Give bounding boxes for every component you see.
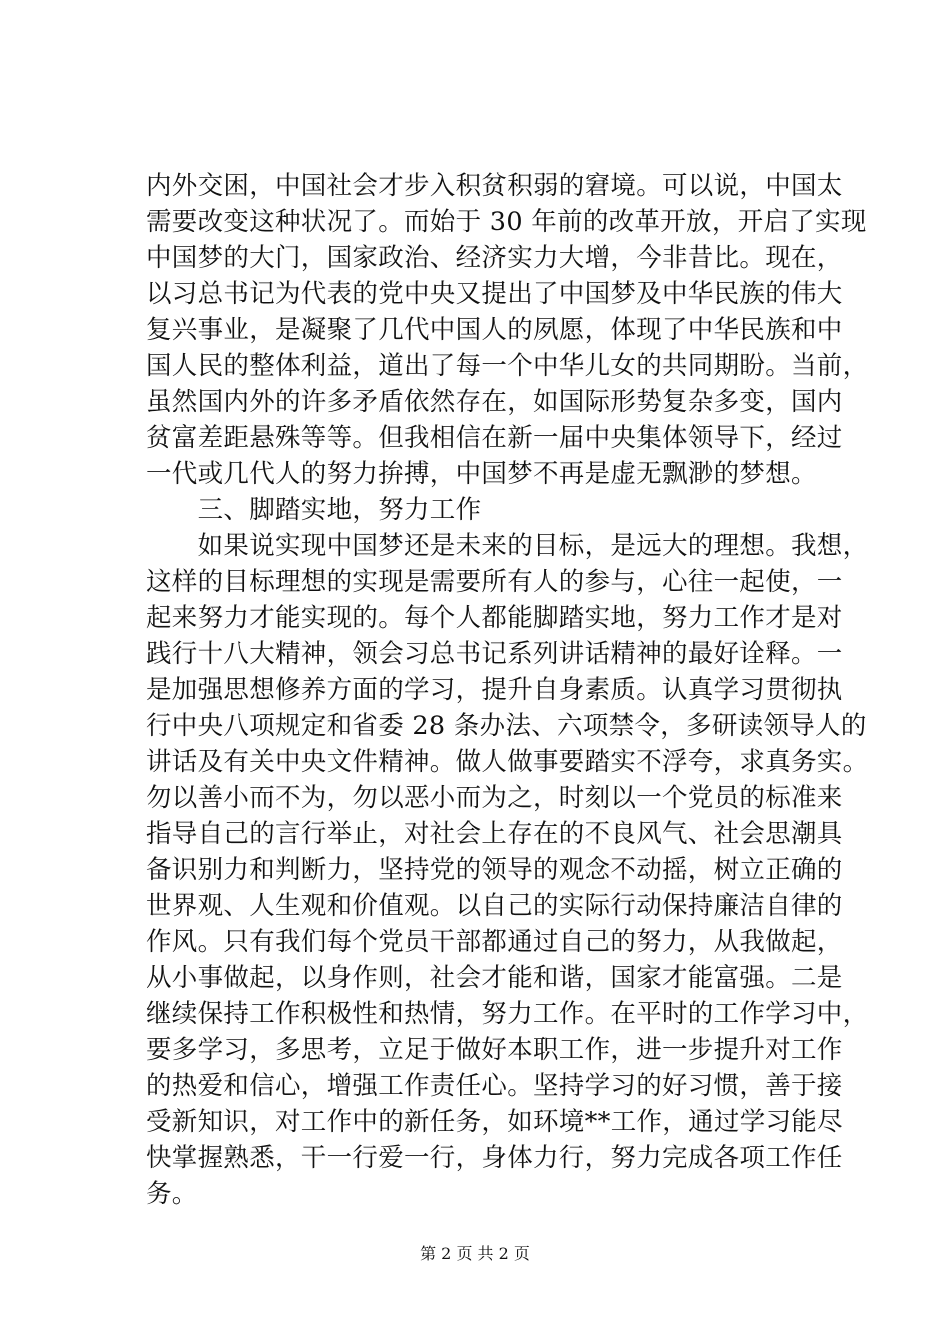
text-line: 需要改变这种状况了。而始于 30 年前的改革开放，开启了实现 [146, 207, 867, 237]
text-line: 务。 [146, 1179, 198, 1209]
text-line: 继续保持工作积极性和热情，努力工作。在平时的工作学习中， [146, 999, 869, 1029]
text-line: 是加强思想修养方面的学习，提升自身素质。认真学习贯彻执 [146, 675, 843, 705]
text-line: 一代或几代人的努力拚搏，中国梦不再是虚无飘渺的梦想。 [146, 459, 817, 489]
text-line: 要多学习，多思考，立足于做好本职工作，进一步提升对工作 [146, 1035, 843, 1065]
text-line: 这样的目标理想的实现是需要所有人的参与，心往一起使，一 [146, 567, 843, 597]
body-text [146, 168, 869, 1212]
text-line: 勿以善小而不为，勿以恶小而为之，时刻以一个党员的标准来 [146, 783, 843, 813]
text-line: 中国梦的大门，国家政治、经济实力大增，今非昔比。现在， [146, 243, 843, 273]
text-line: 践行十八大精神，领会习总书记系列讲话精神的最好诠释。一 [146, 639, 843, 669]
text-line: 指导自己的言行举止，对社会上存在的不良风气、社会思潮具 [146, 819, 843, 849]
text-line: 贫富差距悬殊等等。但我相信在新一届中央集体领导下，经过 [146, 423, 843, 453]
text-line: 的热爱和信心，增强工作责任心。坚持学习的好习惯，善于接 [146, 1071, 843, 1101]
text-line: 内外交困，中国社会才步入积贫积弱的窘境。可以说，中国太 [146, 171, 843, 201]
text-line: 以习总书记为代表的党中央又提出了中国梦及中华民族的伟大 [146, 279, 843, 309]
text-line: 从小事做起，以身作则，社会才能和谐，国家才能富强。二是 [146, 963, 843, 993]
text-line: 备识别力和判断力，坚持党的领导的观念不动摇，树立正确的 [146, 855, 843, 885]
text-line: 起来努力才能实现的。每个人都能脚踏实地，努力工作才是对 [146, 603, 843, 633]
text-line: 行中央八项规定和省委 28 条办法、六项禁令，多研读领导人的 [146, 711, 867, 741]
text-line: 受新知识，对工作中的新任务，如环境**工作，通过学习能尽 [146, 1107, 843, 1137]
section-heading: 三、脚踏实地，努力工作 [146, 495, 482, 525]
text-line: 复兴事业，是凝聚了几代中国人的夙愿，体现了中华民族和中 [146, 315, 843, 345]
text-line: 作风。只有我们每个党员干部都通过自己的努力，从我做起， [146, 927, 843, 957]
text-line: 讲话及有关中央文件精神。做人做事要踏实不浮夸，求真务实。 [146, 747, 869, 777]
text-line: 虽然国内外的许多矛盾依然存在，如国际形势复杂多变，国内 [146, 387, 843, 417]
text-line: 如果说实现中国梦还是未来的目标，是远大的理想。我想， [146, 531, 869, 561]
text-line: 快掌握熟悉，干一行爱一行，身体力行，努力完成各项工作任 [146, 1143, 843, 1173]
text-line: 世界观、人生观和价值观。以自己的实际行动保持廉洁自律的 [146, 891, 843, 921]
text-line: 国人民的整体利益，道出了每一个中华儿女的共同期盼。当前， [146, 351, 869, 381]
page-footer [0, 1243, 950, 1265]
page-number-label: 第 2 页 共 2 页 [420, 1244, 530, 1263]
